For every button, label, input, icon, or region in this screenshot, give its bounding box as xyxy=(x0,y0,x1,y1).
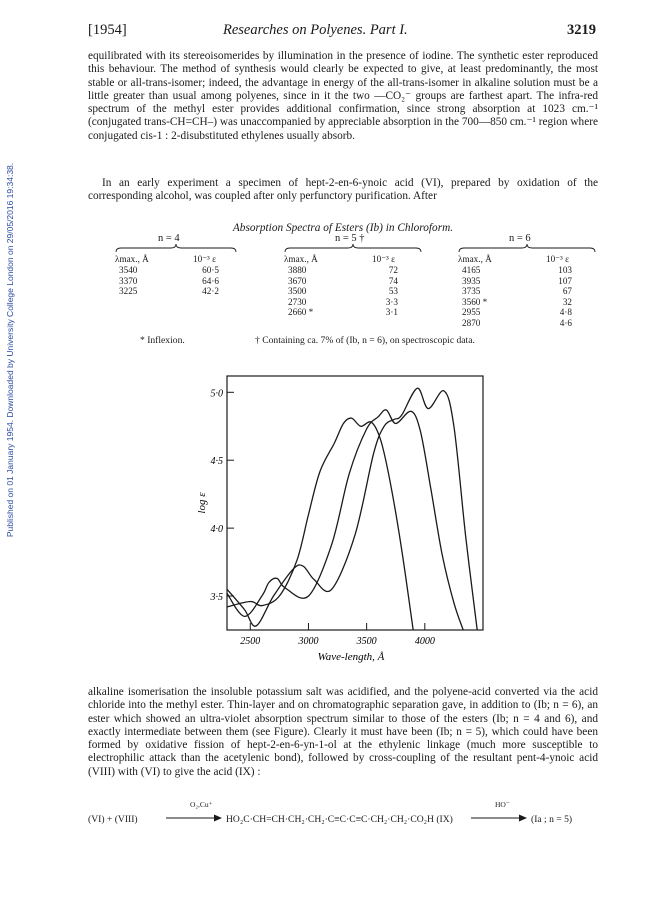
table-cell-epsilon: 4·6 xyxy=(559,318,572,328)
table-cell-lambda: 3560 * xyxy=(462,296,488,307)
table-cell-epsilon: 60·5 xyxy=(202,265,219,275)
table-cell-epsilon: 32 xyxy=(562,296,572,307)
running-header xyxy=(88,22,596,40)
table-column-lambda: λmax., Å xyxy=(458,254,492,264)
reaction-arrow-1 xyxy=(166,813,222,823)
table-cell-lambda: 2955 xyxy=(462,307,481,318)
table-column-lambda: λmax., Å xyxy=(284,254,318,264)
table-title: Absorption Spectra of Esters (Ib) in Chloroform. xyxy=(232,222,454,234)
x-tick-label: 3000 xyxy=(298,636,319,647)
table-cell-epsilon: 107 xyxy=(558,275,572,286)
absorption-spectra-figure xyxy=(195,370,495,675)
table-cell-epsilon: 103 xyxy=(558,265,572,275)
table-cell-epsilon: 64·6 xyxy=(202,275,219,286)
reaction-arrow-2 xyxy=(471,813,527,823)
table-cell-lambda: 3670 xyxy=(288,275,307,286)
header-year: [1954] xyxy=(88,22,127,38)
table-cell-lambda: 2870 xyxy=(462,318,481,328)
table-column-epsilon: 10⁻³ ε xyxy=(546,254,569,264)
table-group-brace xyxy=(284,244,422,253)
paragraph-1: equilibrated with its stereoisomerides by illumination in the presence of iodine. The synthetic ester reproduced this behaviour. The method of synthesis would clearly be expected to give, at least predominantly, the most stable or all-trans-isomer; indeed, the advantage in energy of the all-trans-isomer in alkaline solution must be a little greater than usual among polyenes, since in it the two —CO₂⁻ groups are farthest apart. The infra-red spectrum of the methyl ester provides additional confirmation, since strong absorption at 1023 cm.⁻¹ (conjugated trans-CH=CH–) was unaccompanied by appreciable absorption in the 700—850 cm.⁻¹ region where conjugated cis-1 : 2-disubstituted ethylenes usually absorb. xyxy=(88,50,598,142)
table-group-heading: n = 6 xyxy=(509,233,531,244)
paragraph-2: In an early experiment a specimen of hept-2-en-6-ynoic acid (VI), prepared by oxidation of the corresponding alcohol, was coupled after only perfunctory purification. After xyxy=(88,177,598,203)
table-cell-lambda: 3540 xyxy=(119,265,138,275)
spectrum-curve xyxy=(227,418,413,630)
table-cell-lambda: 3735 xyxy=(462,286,481,297)
footnote-inflexion: * Inflexion. xyxy=(140,335,185,346)
table-cell-lambda: 2730 xyxy=(288,296,307,307)
table-cell-epsilon: 4·8 xyxy=(559,307,572,318)
header-title: Researches on Polyenes. Part I. xyxy=(223,22,408,38)
table-cell-lambda: 3500 xyxy=(288,286,307,297)
table-cell-epsilon: 67 xyxy=(562,286,572,297)
spectrum-curve xyxy=(227,388,477,630)
table-column-epsilon: 10⁻³ ε xyxy=(372,254,395,264)
x-tick-label: 2500 xyxy=(240,636,261,647)
table-column-epsilon: 10⁻³ ε xyxy=(193,254,216,264)
download-watermark: Published on 01 January 1954. Downloaded by University College London on 29/05/2016 19:34:38. xyxy=(5,162,15,538)
table-group-brace xyxy=(115,244,237,253)
y-tick-label: 4·0 xyxy=(210,524,223,536)
table-cell-lambda: 4165 xyxy=(462,265,481,275)
paragraph-3: alkaline isomerisation the insoluble potassium salt was acidified, and the polyene-acid converted via the acid chloride into the methyl ester. Thin-layer and on chromatographic separation gave, in addition to (Ib; n = 6), an ester which showed an ultra-violet absorption spectrum similar to those of the esters (Ib; n = 4 and 6), and exactly intermediate between them (see Figure). Clearly it must have been (Ib; n = 5), which could have been formed by oxidative fission of hept-2-en-6-yn-1-ol at the ethylenic linkage (much more susceptible to electrophilic attack than the acetylenic bond), followed by cross-coupling of the resultant pent-4-ynoic acid (VIII) with (VI) to give the acid (IX) : xyxy=(88,686,598,778)
table-column-lambda: λmax., Å xyxy=(115,254,149,264)
spectrum-curve xyxy=(227,410,463,630)
table-cell-lambda: 3880 xyxy=(288,265,307,275)
table-group-heading: n = 5 † xyxy=(335,233,365,244)
reaction-equation xyxy=(88,800,598,840)
equation-reagent-2: HO⁻ xyxy=(495,800,510,809)
x-tick-label: 4000 xyxy=(414,636,435,647)
table-group-heading: n = 4 xyxy=(158,233,180,244)
footnote-containing: † Containing ca. 7% of (Ib, n = 6), on spectroscopic data. xyxy=(255,335,475,346)
table-cell-epsilon: 42·2 xyxy=(202,286,219,297)
table-cell-epsilon: 74 xyxy=(388,275,398,286)
x-tick-label: 3500 xyxy=(356,636,377,647)
table-cell-lambda: 2660 * xyxy=(288,307,314,318)
table-cell-lambda: 3935 xyxy=(462,275,481,286)
table-cell-epsilon: 53 xyxy=(388,286,398,297)
equation-result: (Ia ; n = 5) xyxy=(531,814,573,825)
y-axis-label: log ε xyxy=(196,492,208,514)
y-tick-label: 3·5 xyxy=(210,592,223,604)
equation-reagent-1: O₂,Cu⁺ xyxy=(190,800,213,809)
equation-reactants: (VI) + (VIII) xyxy=(88,814,138,825)
plot-frame xyxy=(227,376,483,630)
y-tick-label: 5·0 xyxy=(210,388,223,400)
x-axis-label: Wave-length, Å xyxy=(317,651,385,663)
y-tick-label: 4·5 xyxy=(210,456,223,468)
table-cell-lambda: 3370 xyxy=(119,275,138,286)
table-cell-lambda: 3225 xyxy=(119,286,138,297)
table-group-brace xyxy=(458,244,596,253)
table-cell-epsilon: 3·3 xyxy=(385,296,398,307)
table-cell-epsilon: 3·1 xyxy=(385,307,398,318)
header-page-number: 3219 xyxy=(567,22,596,38)
table-cell-epsilon: 72 xyxy=(388,265,398,275)
equation-product: HO₂C·CH=CH·CH₂·CH₂·C≡C·C≡C·CH₂·CH₂·CO₂H (IX) xyxy=(226,814,453,825)
